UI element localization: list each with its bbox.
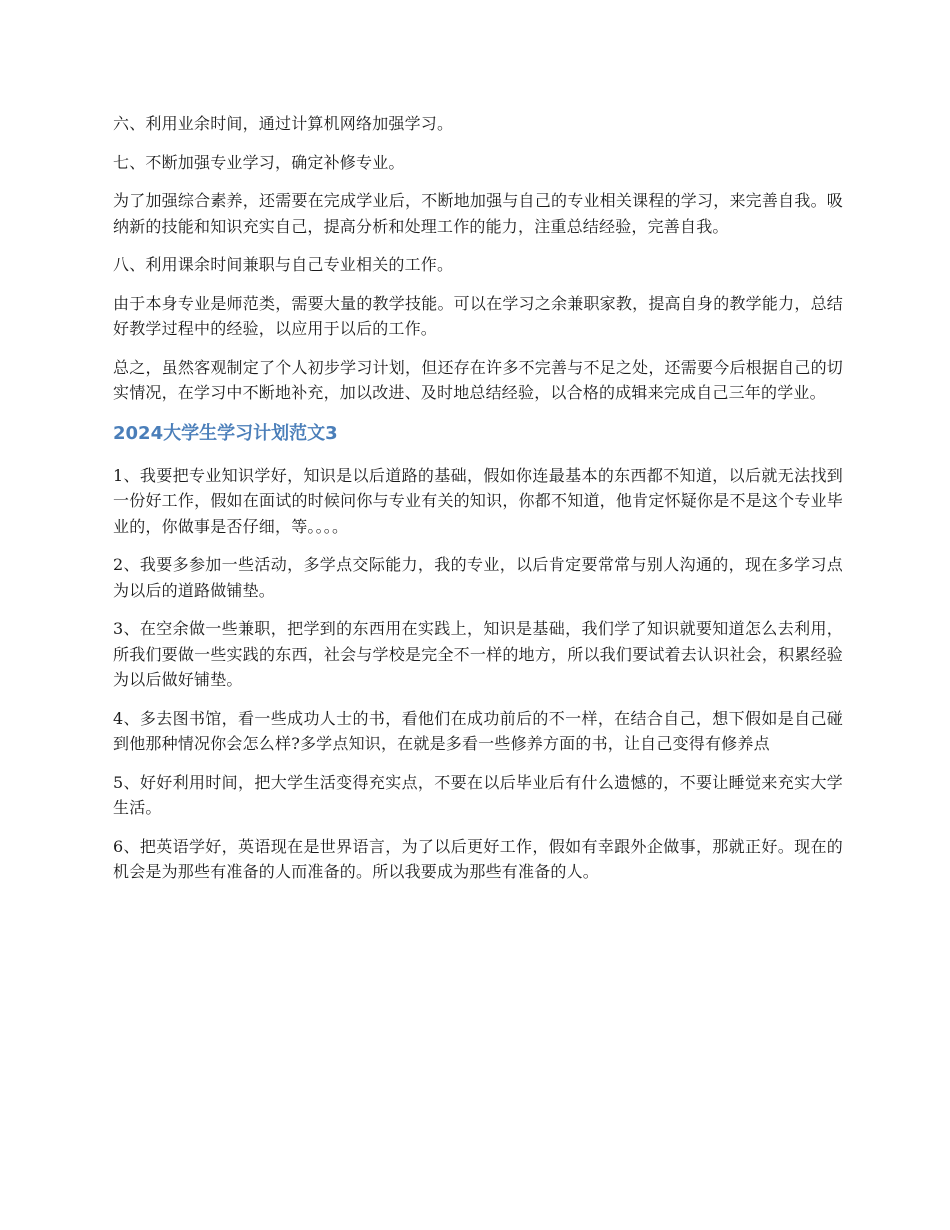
section-heading: 2024大学生学习计划范文3 <box>113 422 338 444</box>
document-body <box>113 111 843 898</box>
paragraph-item-8: 八、利用课余时间兼职与自己专业相关的工作。 <box>113 255 454 274</box>
paragraph-item-6: 六、利用业余时间，通过计算机网络加强学习。 <box>113 114 454 133</box>
paragraph-body: 由于本身专业是师范类，需要大量的教学技能。可以在学习之余兼职家教，提高自身的教学能力，总结好教学过程中的经验，以应用于以后的工作。 <box>113 293 843 338</box>
numbered-paragraph-3: 3、在空余做一些兼职，把学到的东西用在实践上，知识是基础，我们学了知识就要知道怎么去利用，所我们要做一些实践的东西，社会与学校是完全不一样的地方，所以我们要试着去认识社会，积累经验为以后做好铺垫。 <box>113 619 843 689</box>
paragraph-summary: 总之，虽然客观制定了个人初步学习计划，但还存在许多不完善与不足之处，还需要今后根据自己的切实情况，在学习中不断地补充，加以改进、及时地总结经验，以合格的成辑来完成自己三年的学业。 <box>113 357 843 402</box>
numbered-paragraph-6: 6、把英语学好，英语现在是世界语言，为了以后更好工作，假如有幸跟外企做事，那就正好。现在的机会是为那些有准备的人而准备的。所以我要成为那些有准备的人。 <box>113 836 843 881</box>
numbered-paragraph-1: 1、我要把专业知识学好，知识是以后道路的基础，假如你连最基本的东西都不知道，以后就无法找到一份好工作，假如在面试的时候问你与专业有关的知识，你都不知道，他肯定怀疑你是不是这个专业毕业的，你做事是否仔细，等。。。。 <box>113 465 843 536</box>
numbered-paragraph-4: 4、多去图书馆，看一些成功人士的书，看他们在成功前后的不一样，在结合自己，想下假如是自己碰到他那种情况你会怎么样?多学点知识，在就是多看一些修养方面的书，让自己变得有修养点 <box>113 708 843 753</box>
numbered-paragraph-5: 5、好好利用时间，把大学生活变得充实点，不要在以后毕业后有什么遗憾的，不要让睡觉来充实大学生活。 <box>113 772 843 817</box>
paragraph-body: 为了加强综合素养，还需要在完成学业后，不断地加强与自己的专业相关课程的学习，来完善自我。吸纳新的技能和知识充实自己，提高分析和处理工作的能力，注重总结经验，完善自我。 <box>113 191 843 236</box>
paragraph-item-7: 七、不断加强专业学习，确定补修专业。 <box>113 152 405 172</box>
numbered-paragraph-2: 2、我要多参加一些活动，多学点交际能力，我的专业，以后肯定要常常与别人沟通的，现在多学习点为以后的道路做铺垫。 <box>113 555 843 600</box>
